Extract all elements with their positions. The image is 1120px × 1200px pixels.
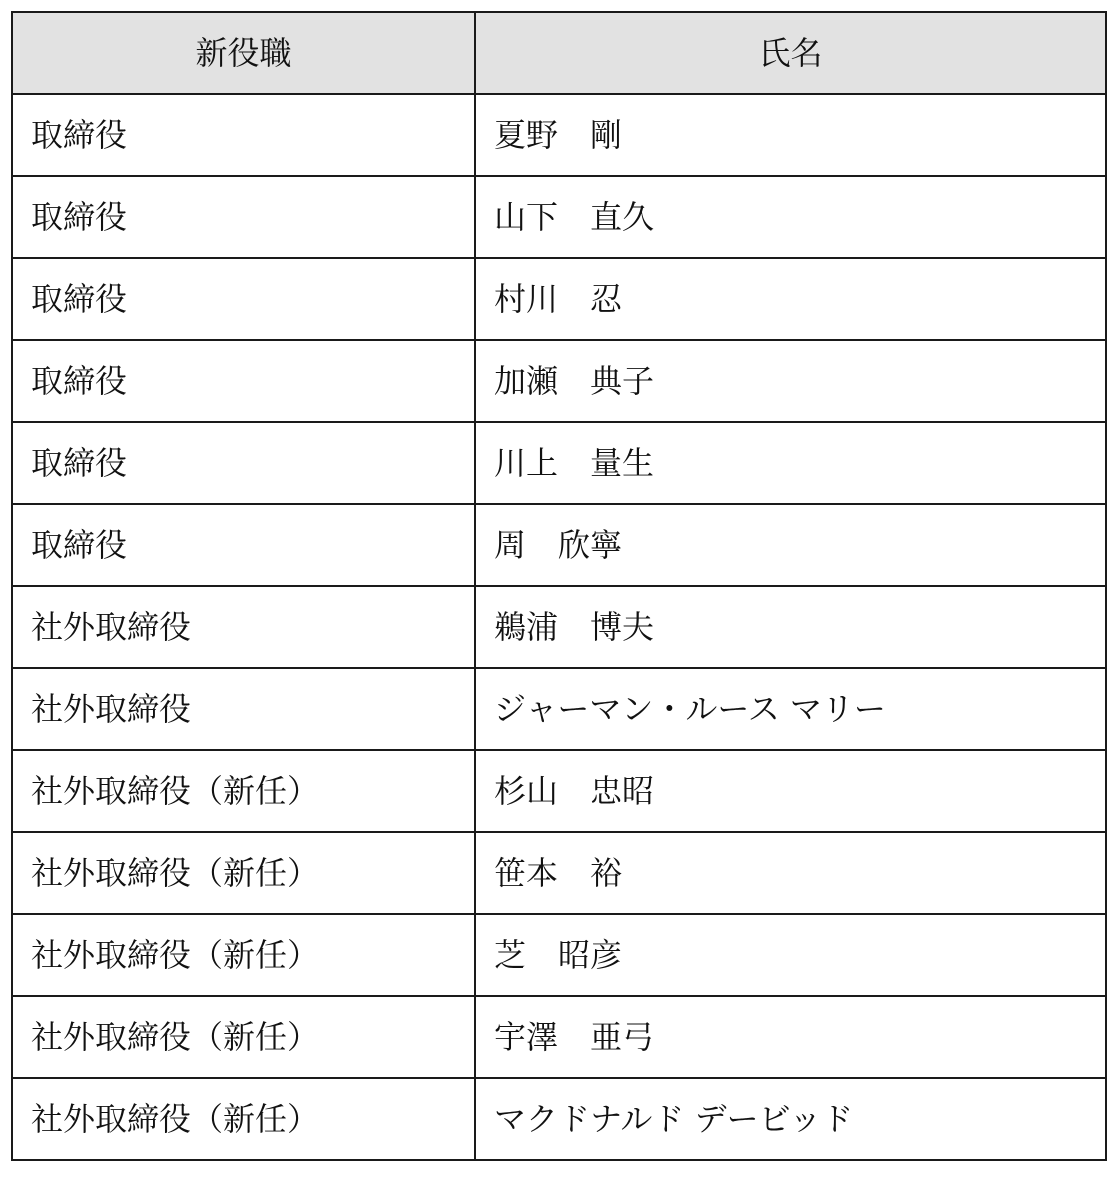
name-cell: 加瀬 典子 [475, 340, 1106, 422]
table-row [12, 586, 1106, 668]
position-cell: 社外取締役（新任） [12, 996, 475, 1078]
table-row [12, 94, 1106, 176]
name-cell: マクドナルド デービッド [475, 1078, 1106, 1160]
name-cell: 村川 忍 [475, 258, 1106, 340]
table-row [12, 422, 1106, 504]
position-cell: 取締役 [12, 176, 475, 258]
table-row [12, 832, 1106, 914]
name-cell: 芝 昭彦 [475, 914, 1106, 996]
table-row [12, 1078, 1106, 1160]
table-row [12, 750, 1106, 832]
officer-table [11, 11, 1107, 1161]
position-cell: 取締役 [12, 340, 475, 422]
table-row [12, 176, 1106, 258]
officer-table-container [11, 11, 1107, 1161]
position-cell: 社外取締役（新任） [12, 832, 475, 914]
table-row [12, 996, 1106, 1078]
position-cell: 取締役 [12, 422, 475, 504]
table-row [12, 914, 1106, 996]
name-cell: ジャーマン・ルース マリー [475, 668, 1106, 750]
name-cell: 川上 量生 [475, 422, 1106, 504]
header-name: 氏名 [475, 12, 1106, 94]
table-row [12, 504, 1106, 586]
position-cell: 社外取締役（新任） [12, 1078, 475, 1160]
name-cell: 周 欣寧 [475, 504, 1106, 586]
position-cell: 社外取締役（新任） [12, 914, 475, 996]
name-cell: 山下 直久 [475, 176, 1106, 258]
name-cell: 鵜浦 博夫 [475, 586, 1106, 668]
table-row [12, 340, 1106, 422]
table-body [12, 94, 1106, 1160]
table-header [12, 12, 1106, 94]
position-cell: 取締役 [12, 504, 475, 586]
position-cell: 社外取締役 [12, 668, 475, 750]
table-row [12, 258, 1106, 340]
position-cell: 社外取締役 [12, 586, 475, 668]
header-row [12, 12, 1106, 94]
position-cell: 取締役 [12, 258, 475, 340]
name-cell: 宇澤 亜弓 [475, 996, 1106, 1078]
position-cell: 社外取締役（新任） [12, 750, 475, 832]
name-cell: 夏野 剛 [475, 94, 1106, 176]
table-row [12, 668, 1106, 750]
name-cell: 笹本 裕 [475, 832, 1106, 914]
name-cell: 杉山 忠昭 [475, 750, 1106, 832]
position-cell: 取締役 [12, 94, 475, 176]
header-new-position: 新役職 [12, 12, 475, 94]
